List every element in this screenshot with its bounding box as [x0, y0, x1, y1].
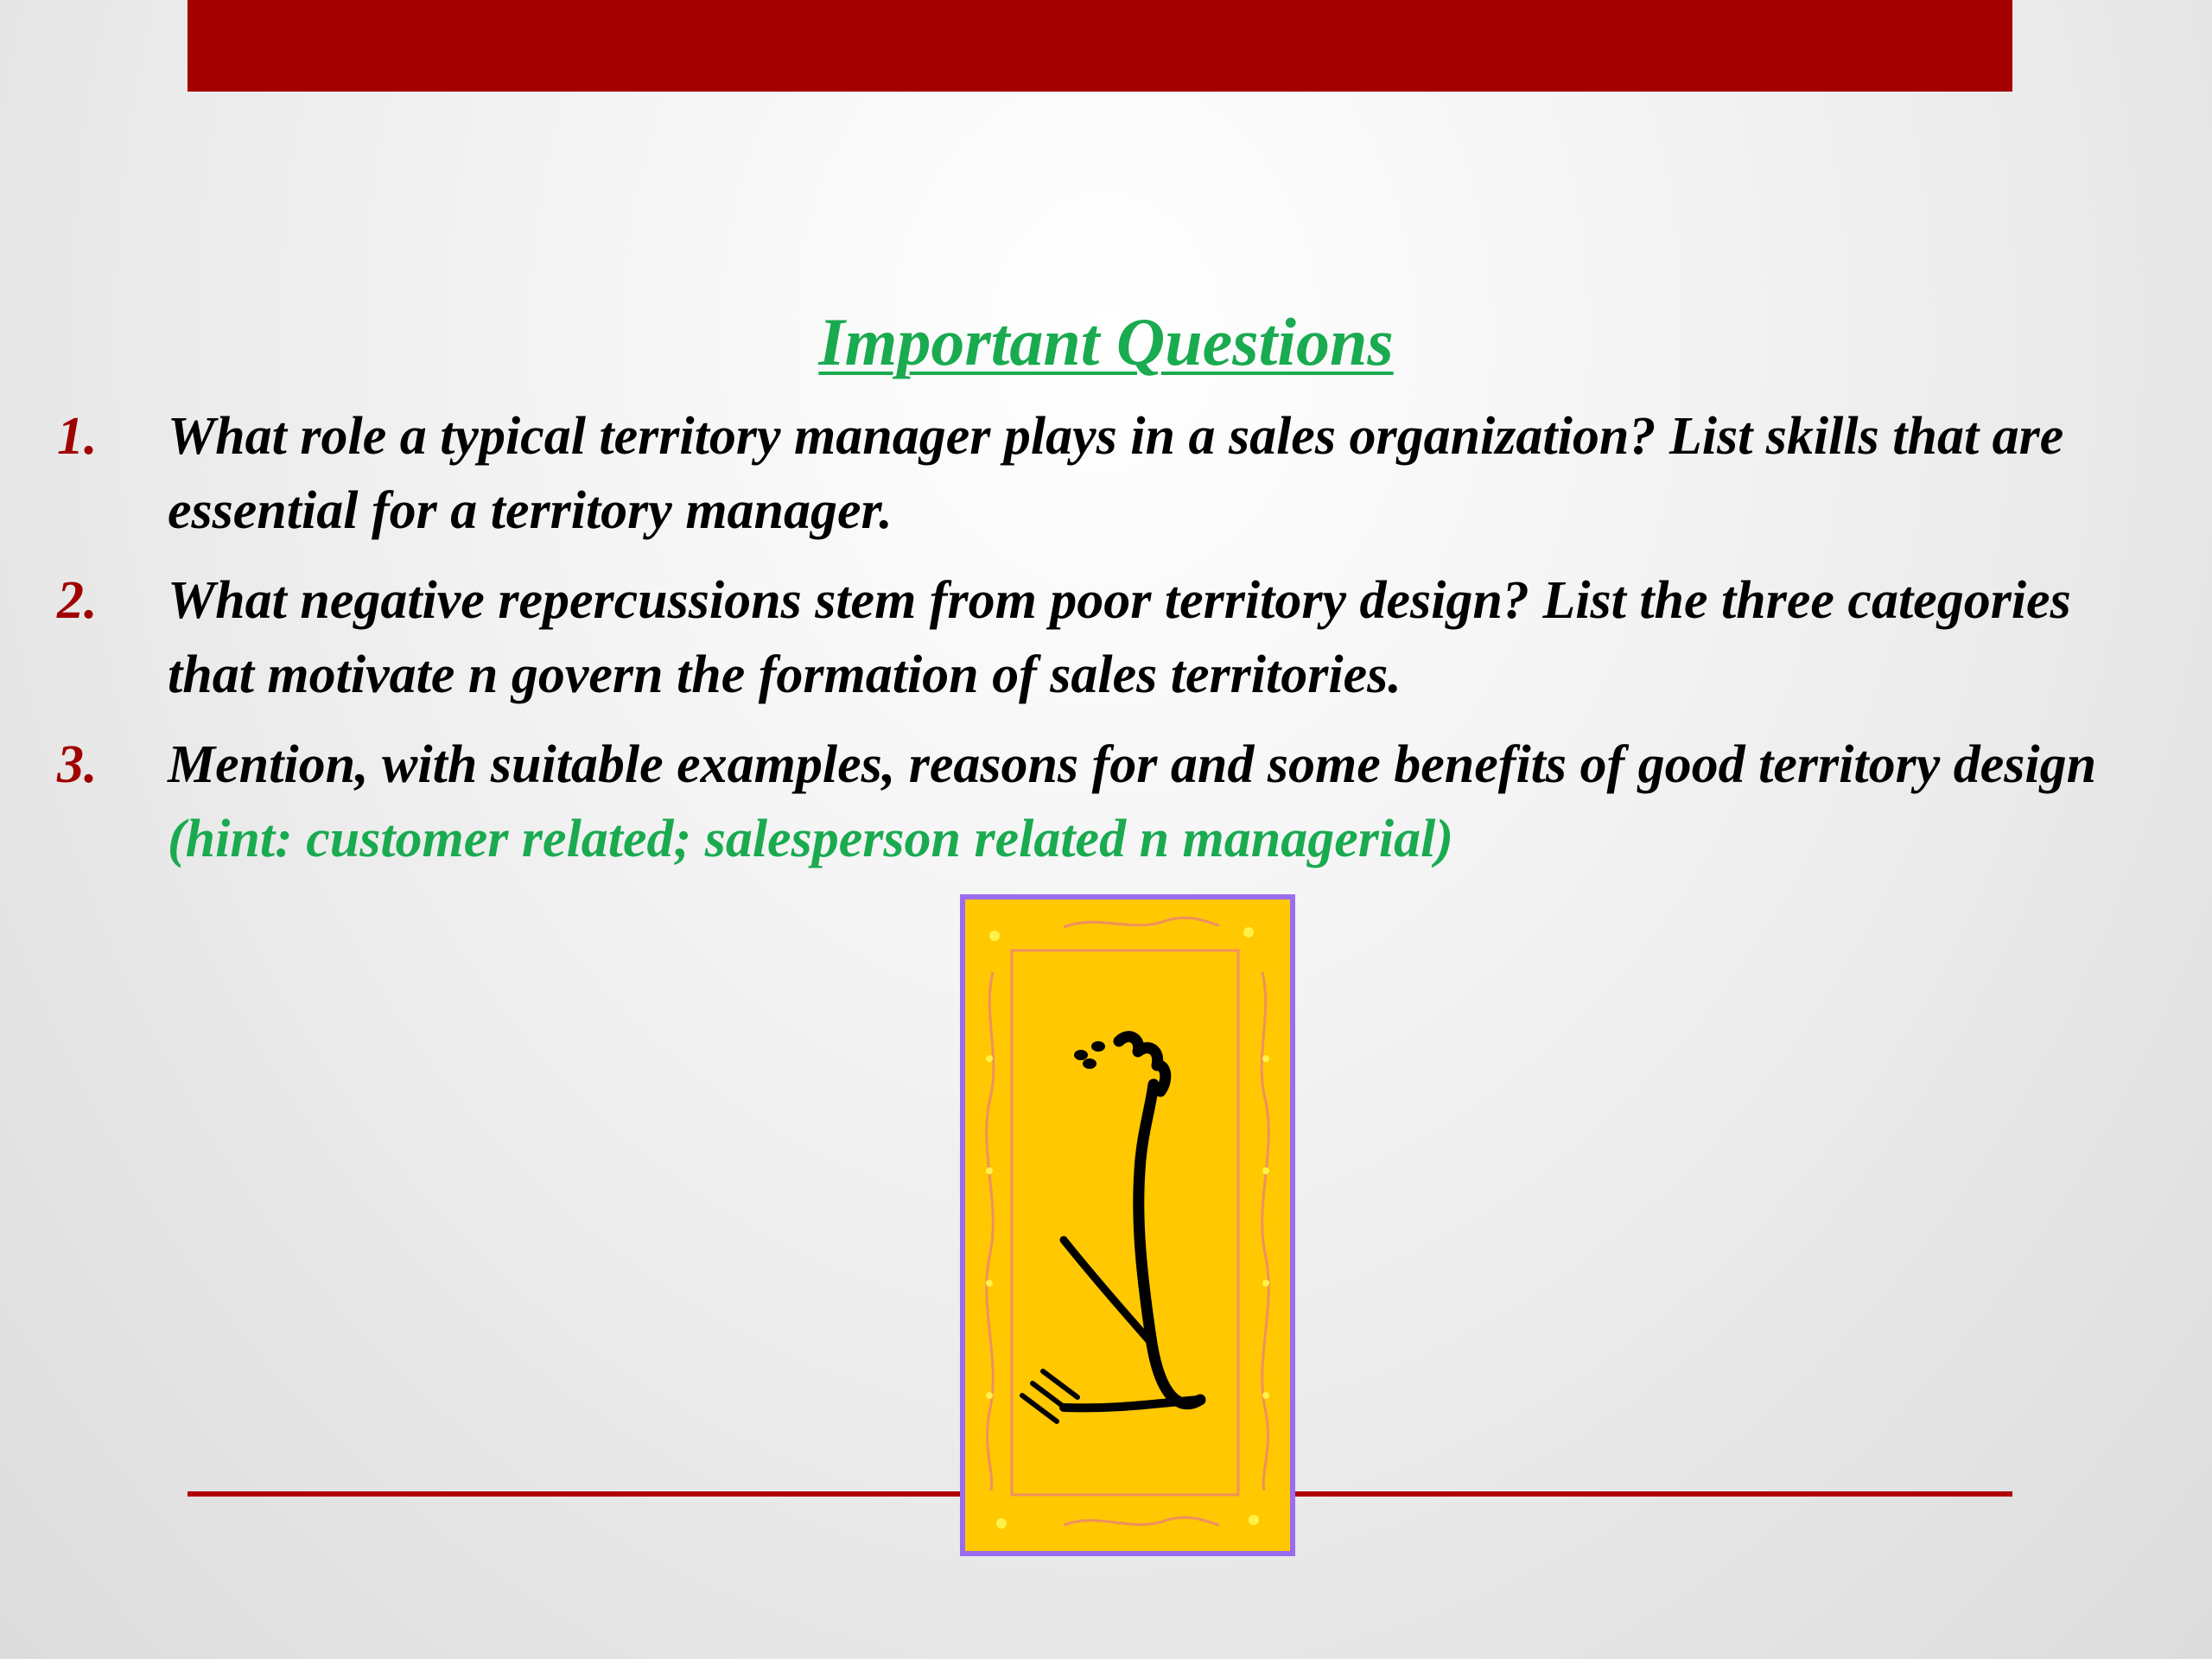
question-item-2 [0, 563, 2212, 712]
question-list [0, 399, 2212, 892]
frame-dot [986, 1392, 993, 1399]
question-number: 2. [57, 571, 98, 630]
frame-dot [986, 1280, 993, 1287]
frame-dot [1249, 1515, 1259, 1525]
arabic-calligraphy-shukran-icon [960, 894, 1295, 1556]
frame-dot [1262, 1280, 1269, 1287]
frame-dot [1262, 1167, 1269, 1174]
frame-dot [996, 1518, 1007, 1529]
frame-dot [989, 931, 1000, 941]
question-body: Mention, with suitable examples, reasons for and some benefits of good territory design [168, 735, 2097, 794]
question-number: 3. [57, 735, 98, 794]
frame-dot [1243, 927, 1254, 938]
question-item-3 [0, 728, 2212, 876]
question-hint: (hint: customer related; salesperson related n managerial) [168, 810, 1453, 868]
question-body: What role a typical territory manager plays in a sales organization? List skills that are essential for a territory manager. [168, 407, 2064, 540]
slide-title: Important Questions [818, 304, 1394, 379]
question-body: What negative repercussions stem from poor territory design? List the three categories that motivate n govern the formation of sales territories. [168, 571, 2071, 704]
question-number: 1. [57, 407, 98, 466]
question-text [168, 728, 2155, 876]
frame-dot [1262, 1392, 1269, 1399]
question-text [168, 563, 2155, 712]
frame-dot [986, 1055, 993, 1062]
frame-dot [986, 1167, 993, 1174]
question-item-1 [0, 399, 2212, 548]
top-accent-bar [188, 0, 2012, 92]
question-text [168, 399, 2155, 548]
frame-dot [1262, 1055, 1269, 1062]
